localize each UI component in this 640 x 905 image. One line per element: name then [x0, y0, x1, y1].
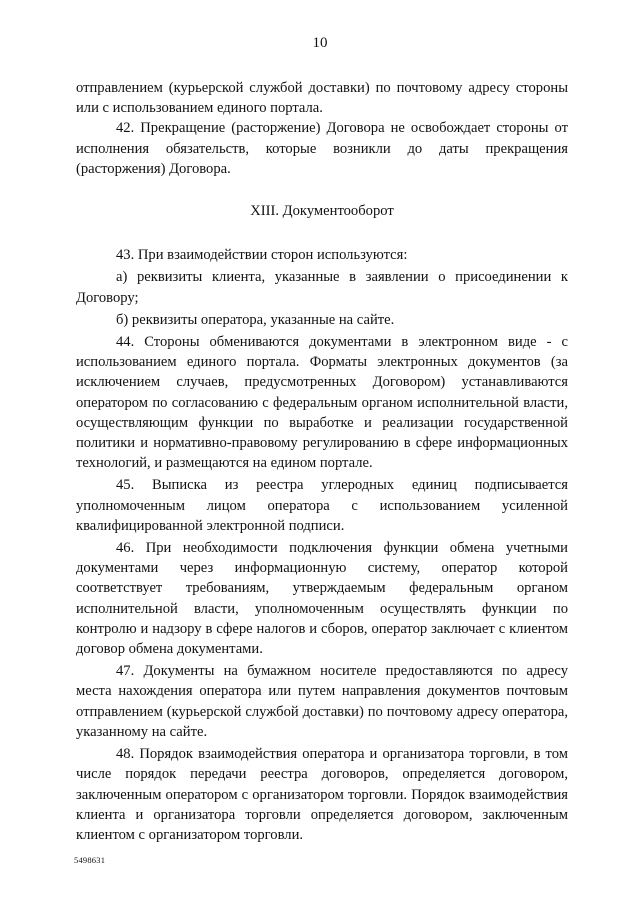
paragraph-43b: б) реквизиты оператора, указанные на сайте.	[116, 311, 395, 328]
paragraph-42: 42. Прекращение (расторжение) Договора не освобождает стороны от исполнения обязательств, которые возникли до даты прекращения (расторжения) Договора.	[76, 120, 568, 177]
paragraph-41-continuation: отправлением (курьерской службой доставки) по почтовому адресу стороны или с использованием единого портала.	[76, 80, 568, 117]
document-body	[76, 78, 568, 845]
document-id: 5498631	[74, 855, 106, 865]
paragraph-43: 43. При взаимодействии сторон используются:	[116, 247, 408, 264]
paragraph-44: 44. Стороны обмениваются документами в электронном виде - с использованием единого портала. Форматы электронных документов (за исключением случаев, предусмотренных Договором) устанавливаются оператором по согласованию с федеральным органом исполнительной власти, осуществляющим функции по выработке и реализации государственной политики и нормативно-правовому регулированию в сфере информационных технологий, и размещаются на едином портале.	[76, 334, 568, 472]
page-number: 10	[312, 35, 328, 51]
paragraph-47: 47. Документы на бумажном носителе предоставляются по адресу места нахождения оператора или путем направления документов почтовым отправлением (курьерской службой доставки) по почтовому адресу оператора, указанному на сайте.	[76, 663, 568, 740]
paragraph-43a: а) реквизиты клиента, указанные в заявлении о присоединении к Договору;	[76, 269, 568, 306]
section-heading: XIII. Документооборот	[250, 203, 394, 220]
paragraph-45: 45. Выписка из реестра углеродных единиц подписывается уполномоченным лицом оператора с использованием усиленной квалифицированной электронной подписи.	[76, 477, 568, 534]
paragraph-46: 46. При необходимости подключения функции обмена учетными документами через информационную систему, оператор которой соответствует требованиям, утверждаемым федеральным органом исполнительной власти, уполномоченным осуществлять функции по контролю и надзору в сфере налогов и сборов, оператор заключает с клиентом договор обмена документами.	[76, 540, 568, 658]
paragraph-48: 48. Порядок взаимодействия оператора и организатора торговли, в том числе порядок передачи реестра договоров, определяется договором, заключенным оператором с организатором торговли. Порядок взаимодействия клиента и организатора торговли определяется договором, заключенным клиентом с организатором торговли.	[76, 746, 568, 843]
